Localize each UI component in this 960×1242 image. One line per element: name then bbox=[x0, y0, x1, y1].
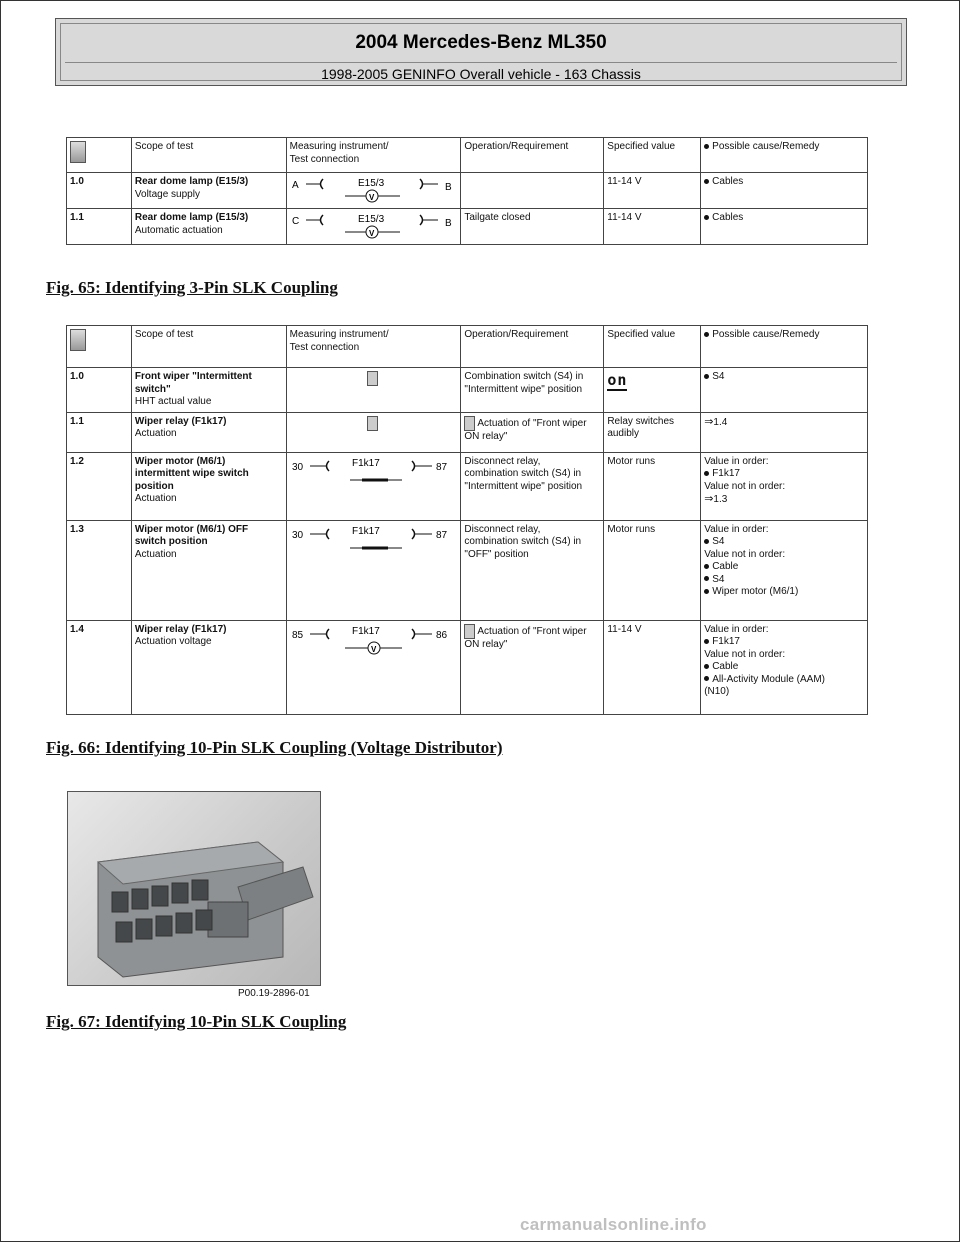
pin-left: 30 bbox=[291, 461, 303, 473]
row-number: 1.2 bbox=[67, 452, 132, 520]
bullet-icon bbox=[704, 332, 709, 337]
header-spec: Specified value bbox=[604, 138, 701, 173]
header-frame bbox=[60, 23, 902, 81]
row-cause: Value in order: F1k17 Value not in order: Cable All-Activity Module (AAM) (N10) bbox=[701, 620, 868, 714]
row-operation bbox=[461, 173, 604, 209]
pin-right: B bbox=[444, 182, 452, 193]
row-spec: Relay switches audibly bbox=[604, 412, 701, 452]
reference-arrow-icon: ⇒ bbox=[704, 493, 714, 505]
table-row bbox=[67, 452, 868, 520]
svg-text:V: V bbox=[370, 644, 377, 654]
header-scope: Scope of test bbox=[131, 326, 286, 368]
reference-arrow-icon: ⇒ bbox=[704, 415, 714, 428]
row-connection bbox=[286, 620, 461, 714]
hht-tester-icon bbox=[464, 416, 475, 431]
row-connection bbox=[286, 412, 461, 452]
test-manual-icon bbox=[70, 329, 86, 351]
voltmeter-connection-diagram bbox=[290, 212, 458, 242]
row-scope: Wiper relay (F1k17) Actuation bbox=[131, 412, 286, 452]
row-number: 1.0 bbox=[67, 368, 132, 413]
pin-left: 30 bbox=[291, 529, 303, 541]
pin-right: 87 bbox=[435, 461, 447, 473]
header-instrument: Measuring instrument/ Test connection bbox=[286, 138, 461, 173]
bullet-icon bbox=[704, 664, 709, 669]
row-operation: Actuation of "Front wiper ON relay" bbox=[461, 620, 604, 714]
row-connection bbox=[286, 452, 461, 520]
row-operation: Disconnect relay, combination switch (S4) in "Intermittent wipe" position bbox=[461, 452, 604, 520]
connector-illustration bbox=[68, 792, 320, 985]
row-number: 1.4 bbox=[67, 620, 132, 714]
row-cause: Value in order: F1k17 Value not in order: ⇒1.3 bbox=[701, 452, 868, 520]
row-number: 1.0 bbox=[67, 173, 132, 209]
header-spec: Specified value bbox=[604, 326, 701, 368]
row-cause: Cables bbox=[701, 173, 868, 209]
component-label: E15/3 bbox=[357, 178, 384, 189]
pin-right: 87 bbox=[435, 529, 447, 541]
row-spec: 11-14 V bbox=[604, 620, 701, 714]
header-scope: Scope of test bbox=[131, 138, 286, 173]
voltmeter-connection-diagram bbox=[290, 624, 458, 658]
row-connection bbox=[286, 368, 461, 413]
figure-caption-65: Fig. 65: Identifying 3-Pin SLK Coupling bbox=[46, 278, 338, 297]
header-subtitle: 1998-2005 GENINFO Overall vehicle - 163 Chassis bbox=[65, 62, 897, 85]
row-scope: Front wiper "Intermittent switch" HHT actual value bbox=[131, 368, 286, 413]
bullet-icon bbox=[704, 471, 709, 476]
slk-coupling-photo bbox=[67, 791, 321, 986]
row-number: 1.1 bbox=[67, 412, 132, 452]
figure-caption-67: Fig. 67: Identifying 10-Pin SLK Coupling bbox=[46, 1012, 347, 1031]
relay-bridge-diagram bbox=[290, 456, 458, 490]
pin-right: B bbox=[444, 218, 452, 229]
header-cause: Possible cause/Remedy bbox=[701, 138, 868, 173]
row-scope: Wiper relay (F1k17) Actuation voltage bbox=[131, 620, 286, 714]
table-icon-cell bbox=[67, 138, 132, 173]
bullet-icon bbox=[704, 639, 709, 644]
svg-text:V: V bbox=[368, 229, 374, 238]
row-operation: Tailgate closed bbox=[461, 209, 604, 245]
row-scope: Wiper motor (M6/1) intermittent wipe switch position Actuation bbox=[131, 452, 286, 520]
bullet-icon bbox=[704, 589, 709, 594]
watermark: carmanualsonline.info bbox=[520, 1215, 707, 1234]
table-row bbox=[67, 368, 868, 413]
hht-tester-icon bbox=[464, 624, 475, 639]
switch-on-symbol: on bbox=[607, 371, 628, 389]
table-icon-cell bbox=[67, 326, 132, 368]
row-operation: Disconnect relay, combination switch (S4) in "OFF" position bbox=[461, 520, 604, 620]
hht-tester-icon bbox=[367, 371, 378, 386]
row-connection bbox=[286, 209, 461, 245]
photo-reference-code: P00.19-2896-01 bbox=[238, 988, 310, 999]
bullet-icon bbox=[704, 676, 709, 681]
header-instrument: Measuring instrument/ Test connection bbox=[286, 326, 461, 368]
pin-left: 85 bbox=[291, 629, 303, 641]
row-spec bbox=[604, 368, 701, 413]
header-cause: Possible cause/Remedy bbox=[701, 326, 868, 368]
row-cause: ⇒1.4 bbox=[701, 412, 868, 452]
row-cause: Cables bbox=[701, 209, 868, 245]
row-number: 1.3 bbox=[67, 520, 132, 620]
row-spec: 11-14 V bbox=[604, 173, 701, 209]
table-header-row bbox=[67, 326, 868, 368]
test-manual-icon bbox=[70, 141, 86, 163]
header-title: 2004 Mercedes-Benz ML350 bbox=[355, 32, 607, 53]
header-operation: Operation/Requirement bbox=[461, 138, 604, 173]
pin-left: C bbox=[291, 216, 299, 227]
voltmeter-connection-diagram bbox=[290, 176, 458, 206]
test-table-2 bbox=[66, 325, 868, 715]
table-row bbox=[67, 173, 868, 209]
header-operation: Operation/Requirement bbox=[461, 326, 604, 368]
table-header-row bbox=[67, 138, 868, 173]
row-operation: Combination switch (S4) in "Intermittent wipe" position bbox=[461, 368, 604, 413]
bullet-icon bbox=[704, 539, 709, 544]
pin-right: 86 bbox=[435, 629, 447, 641]
test-table-1 bbox=[66, 137, 868, 245]
figure-caption-66: Fig. 66: Identifying 10-Pin SLK Coupling (Voltage Distributor) bbox=[46, 738, 503, 757]
table-row bbox=[67, 209, 868, 245]
row-scope: Rear dome lamp (E15/3) Automatic actuation bbox=[131, 209, 286, 245]
row-number: 1.1 bbox=[67, 209, 132, 245]
bullet-icon bbox=[704, 144, 709, 149]
relay-bridge-diagram bbox=[290, 524, 458, 558]
pin-left: A bbox=[291, 180, 299, 191]
component-label: F1k17 bbox=[351, 625, 380, 637]
component-label: F1k17 bbox=[351, 457, 380, 469]
row-cause: S4 bbox=[701, 368, 868, 413]
table-row bbox=[67, 520, 868, 620]
table-row bbox=[67, 412, 868, 452]
component-label: E15/3 bbox=[357, 214, 384, 225]
component-label: F1k17 bbox=[351, 525, 380, 537]
bullet-icon bbox=[704, 179, 709, 184]
row-scope: Rear dome lamp (E15/3) Voltage supply bbox=[131, 173, 286, 209]
row-scope: Wiper motor (M6/1) OFF switch position Actuation bbox=[131, 520, 286, 620]
row-spec: 11-14 V bbox=[604, 209, 701, 245]
bullet-icon bbox=[704, 564, 709, 569]
bullet-icon bbox=[704, 576, 709, 581]
document-header bbox=[55, 18, 907, 86]
row-spec: Motor runs bbox=[604, 452, 701, 520]
table-row bbox=[67, 620, 868, 714]
row-connection bbox=[286, 520, 461, 620]
svg-text:V: V bbox=[368, 193, 374, 202]
bullet-icon bbox=[704, 215, 709, 220]
row-operation: Actuation of "Front wiper ON relay" bbox=[461, 412, 604, 452]
bullet-icon bbox=[704, 374, 709, 379]
row-spec: Motor runs bbox=[604, 520, 701, 620]
row-connection bbox=[286, 173, 461, 209]
hht-tester-icon bbox=[367, 416, 378, 431]
row-cause: Value in order: S4 Value not in order: Cable S4 Wiper motor (M6/1) bbox=[701, 520, 868, 620]
